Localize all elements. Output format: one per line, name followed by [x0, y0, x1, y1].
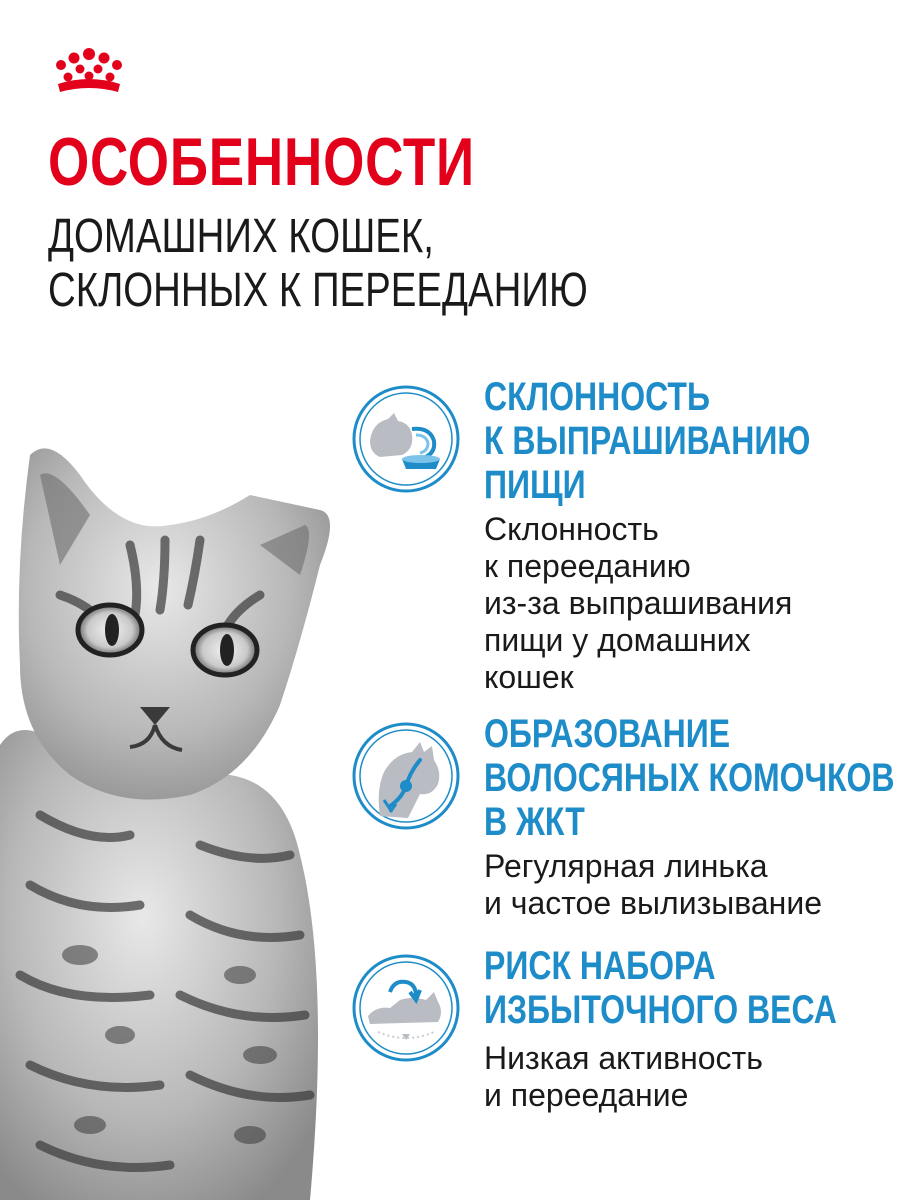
- feature-title: [484, 375, 810, 507]
- feature-description: [484, 511, 792, 696]
- feature-text-line: к перееданию: [484, 548, 691, 584]
- feature-title-line: К ВЫПРАШИВАНИЮ: [484, 419, 811, 463]
- feature-text-line: Склонность: [484, 511, 659, 547]
- feature-title-line: ВОЛОСЯНЫХ КОМОЧКОВ: [484, 756, 895, 800]
- feature-text-line: из-за выпрашивания: [484, 585, 793, 621]
- feature-title-line: РИСК НАБОРА: [484, 944, 716, 988]
- feature-title-line: ОБРАЗОВАНИЕ: [484, 712, 731, 756]
- feature-title-line: ИЗБЫТОЧНОГО ВЕСА: [484, 988, 837, 1032]
- feature-title: [484, 944, 837, 1032]
- feature-description: [484, 1040, 763, 1114]
- feature-title-line: СКЛОННОСТЬ: [484, 375, 710, 419]
- feature-text-line: и переедание: [484, 1077, 689, 1113]
- page-title: ОСОБЕННОСТИ: [48, 124, 475, 200]
- feature-description: [484, 848, 822, 922]
- feature-text-line: Низкая активность: [484, 1040, 763, 1076]
- crown-logo-icon: [44, 44, 134, 100]
- feature-title: [484, 712, 895, 844]
- subtitle-line: СКЛОННЫХ К ПЕРЕЕДАНИЮ: [48, 264, 588, 317]
- feature-text-line: Регулярная линька: [484, 848, 768, 884]
- feature-title-line: ПИЩИ: [484, 463, 586, 507]
- cat-hairball-icon: [350, 720, 462, 832]
- feature-title-line: В ЖКТ: [484, 800, 585, 844]
- cat-photo: [0, 415, 380, 1200]
- page-subtitle: [48, 210, 588, 318]
- subtitle-line: ДОМАШНИХ КОШЕК,: [48, 210, 434, 263]
- cat-begging-bowl-icon: [350, 383, 462, 495]
- feature-text-line: и частое вылизывание: [484, 885, 823, 921]
- cat-weight-scale-icon: [350, 952, 462, 1064]
- feature-hairballs: [350, 712, 895, 921]
- feature-weight: [350, 944, 890, 1113]
- feature-text-line: кошек: [484, 659, 574, 695]
- feature-text-line: пищи у домашних: [484, 622, 751, 658]
- feature-begging: [350, 375, 890, 695]
